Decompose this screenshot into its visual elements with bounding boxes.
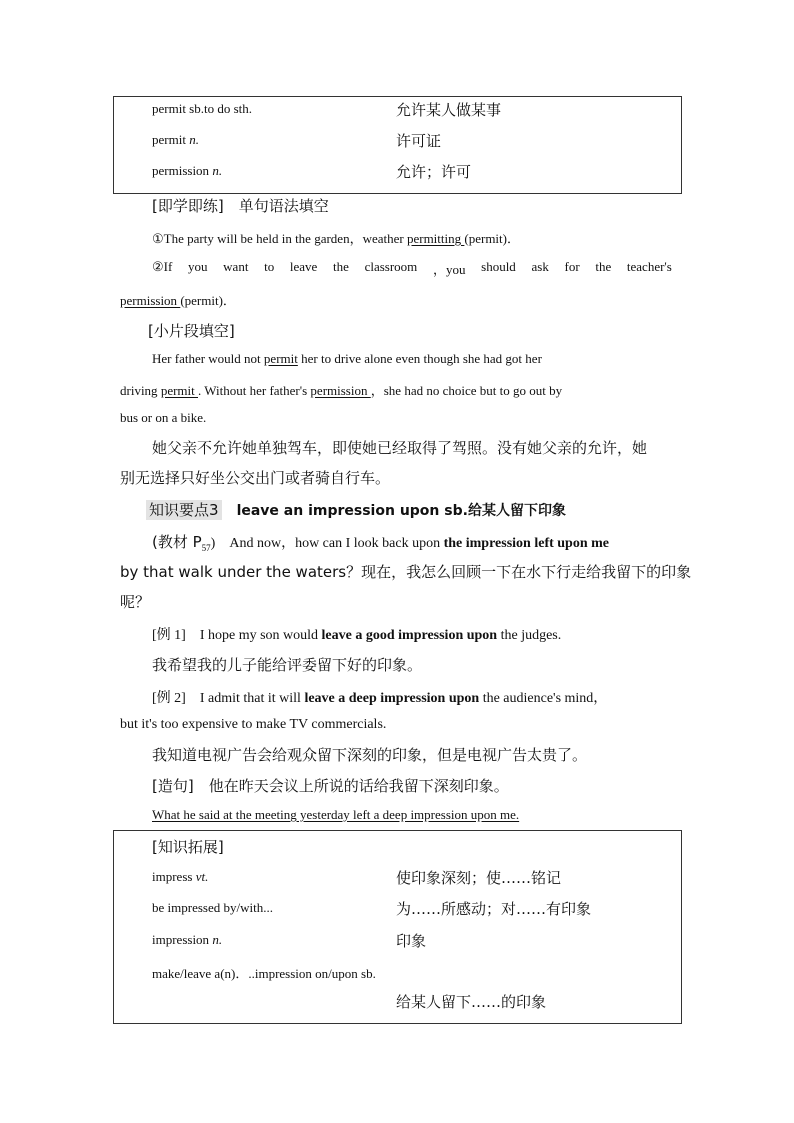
fill-line-1: Her father would not permit her to drive alone even though she had got her xyxy=(152,351,542,366)
answer-blank: permit xyxy=(160,383,198,398)
vocab-zh: 许可证 xyxy=(396,132,442,150)
vocab-en: permission n. xyxy=(152,163,223,178)
vocab-zh: 为……所感动；对……有印象 xyxy=(396,900,592,918)
vocab-en: make/leave a(n)．..impression on/upon sb. xyxy=(152,966,376,981)
answer-blank: permit xyxy=(263,351,298,366)
make-sentence: [造句] 他在昨天会议上所说的话给我留下深刻印象。 xyxy=(152,777,509,795)
example-1-zh: 我希望我的儿子能给评委留下好的印象。 xyxy=(152,656,423,674)
fill-zh-1: 她父亲不允许她单独驾车，即使她已经取得了驾照。没有她父亲的允许，她 xyxy=(152,439,648,457)
fill-heading: [小片段填空] xyxy=(148,322,235,340)
practice-question-2-cont: permission (permit)． xyxy=(120,293,236,308)
make-sentence-answer: What he said at the meeting yesterday left a deep impression upon me. xyxy=(152,807,520,822)
example-2: [例 2] I admit that it will leave a deep impression upon the audience's mind， xyxy=(152,691,608,706)
vocab-en: permit sb.to do sth. xyxy=(152,101,253,116)
fill-line-2: driving permit . Without her father's permission ，she had no choice but to go out by xyxy=(120,383,563,398)
fill-zh-2: 别无选择只好坐公交出门或者骑自行车。 xyxy=(120,469,391,487)
example-1: [例 1] I hope my son would leave a good impression upon the judges. xyxy=(152,628,562,643)
point3-source-line2: by that walk under the waters？现在，我怎么回顾一下在水下行走给我留下的印象 xyxy=(120,563,692,581)
box2-heading: [知识拓展] xyxy=(152,838,224,856)
practice-question-2: ②If you want to leave the classroom ，you should ask for the teacher's xyxy=(152,259,672,277)
vocab-zh: 允许；许可 xyxy=(396,163,472,181)
answer-blank: permitting xyxy=(406,231,465,246)
answer-blank: permission xyxy=(120,293,181,308)
vocab-zh: 使印象深刻；使……铭记 xyxy=(396,869,562,887)
vocab-zh: 给某人留下……的印象 xyxy=(396,993,547,1011)
vocab-en: impression n. xyxy=(152,932,223,947)
fill-line-3: bus or on a bike. xyxy=(120,410,207,425)
vocab-zh: 印象 xyxy=(396,932,427,950)
answer-blank: permission xyxy=(310,383,371,398)
vocab-en: be impressed by/with... xyxy=(152,900,273,915)
vocab-en: permit n. xyxy=(152,132,199,147)
example-2-line2: but it's too expensive to make TV commercials. xyxy=(120,717,387,732)
vocab-zh: 允许某人做某事 xyxy=(396,101,502,119)
practice-question-1: ①The party will be held in the garden，weather permitting (permit)． xyxy=(152,231,520,246)
vocab-en: impress vt. xyxy=(152,869,209,884)
point3-source: (教材 $P_{57}$) And now，how can I look back upon the impression left upon me xyxy=(152,533,610,553)
example-2-zh: 我知道电视广告会给观众留下深刻的印象，但是电视广告太贵了。 xyxy=(152,746,588,764)
practice-heading: [即学即练] 单句语法填空 xyxy=(152,197,329,215)
point-tag: 知识要点3 xyxy=(146,500,222,520)
point3-source-line3: 呢？ xyxy=(120,593,151,611)
point3-header: 知识要点3 leave an impression upon sb.给某人留下印象 xyxy=(146,499,566,520)
